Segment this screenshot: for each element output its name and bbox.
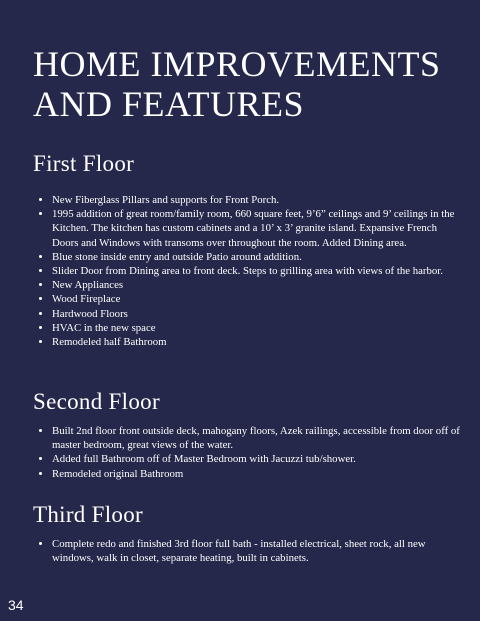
list-item: • Blue stone inside entry and outside Patio around addition.: [52, 250, 462, 264]
list-item: • Built 2nd floor front outside deck, mahogany floors, Azek railings, accessible from door off of master bedroom, great views of the water.: [52, 424, 462, 452]
page-title-line-2: AND FEATURES: [33, 84, 305, 124]
second-floor-list: [36, 424, 462, 481]
list-item: • Wood Fireplace: [52, 292, 462, 306]
list-item: • Slider Door from Dining area to front deck. Steps to grilling area with views of the harbor.: [52, 264, 462, 278]
first-floor-list: [36, 193, 462, 349]
list-item: • New Fiberglass Pillars and supports for Front Porch.: [52, 193, 462, 207]
list-item: • Added full Bathroom off of Master Bedroom with Jacuzzi tub/shower.: [52, 452, 462, 466]
section-heading-third-floor: Third Floor: [33, 502, 143, 527]
list-item: • Complete redo and finished 3rd floor full bath - installed electrical, sheet rock, all new windows, walk in closet, separate heating, built in cabinets.: [52, 537, 462, 565]
list-item: • HVAC in the new space: [52, 321, 462, 335]
section-heading-first-floor: First Floor: [33, 151, 135, 176]
list-item: • Remodeled original Bathroom: [52, 467, 462, 481]
list-item: • Hardwood Floors: [52, 307, 462, 321]
page-title-line-1: HOME IMPROVEMENTS: [33, 44, 441, 84]
list-item: • New Appliances: [52, 278, 462, 292]
list-item: • 1995 addition of great room/family room, 660 square feet, 9’6” ceilings and 9’ ceilings in the Kitchen. The kitchen has custom cabinets and a 10’ x 3’ granite island. Expansive French Doors and Windows with transoms over throughout the room. Added Dining area.: [52, 207, 462, 250]
third-floor-list: [36, 537, 462, 565]
page-title: [33, 44, 463, 124]
section-heading-second-floor: Second Floor: [33, 389, 160, 414]
page-number: 34: [8, 597, 24, 613]
list-item: • Remodeled half Bathroom: [52, 335, 462, 349]
